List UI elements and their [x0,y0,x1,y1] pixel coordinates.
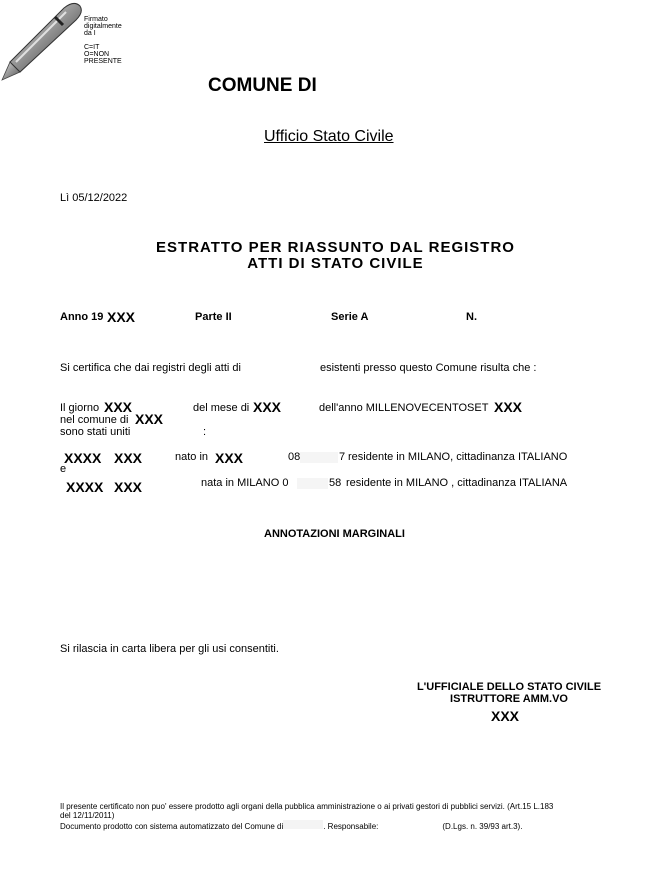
footer-comune-text: Documento prodotto con sistema automatizzato del Comune di [60,822,284,831]
certify-text-start: Si certifica che dai registri degli atti di [60,362,241,374]
redaction-box [378,820,442,829]
anno-label: Anno 19 [60,311,104,323]
document-title-line: ATTI DI STATO CIVILE [247,255,424,272]
spouse1-surname: XXXX [64,450,102,466]
mese-value: XXX [253,399,282,415]
signature-line [84,37,122,44]
redaction-box [297,478,328,489]
spouse1-date-start: 08 [288,451,301,463]
spouse2-nata-label: nata in MILANO 0 [201,477,289,489]
spouse2-residence-text: residente in MILANO , cittadinanza ITALIANA [346,477,568,489]
comune-label: nel comune di [60,414,129,426]
numero-label: N. [466,311,477,323]
anno-nozze-value: XXX [494,399,523,415]
redaction-box [283,820,323,829]
spouse1-name: XXX [114,450,143,466]
anno-nozze-label [319,402,488,414]
signature-line: PRESENTE [84,58,122,65]
giorno-value: XXX [104,399,133,415]
footer-law-text: (D.Lgs. n. 39/93 art.3). [442,822,523,831]
conjunction: e [60,463,67,475]
official-title: L'UFFICIALE DELLO STATO CIVILE [416,681,602,693]
spouse2-name: XXX [114,479,143,495]
pen-icon [0,0,84,84]
mese-label: del mese di [193,402,250,414]
signature-line: Firmato [84,16,108,23]
annotazioni-heading: ANNOTAZIONI MARGINALI [264,528,405,540]
uniti-colon: : [203,426,207,438]
spouse1-nato-label: nato in [175,451,209,463]
anno-value: XXX [107,309,136,325]
ufficio-title: Ufficio Stato Civile [264,128,394,145]
spouse2-surname: XXXX [66,479,104,495]
spouse2-date-end: 58 [329,477,342,489]
signature-line: da I [84,30,96,37]
official-name: XXX [491,708,520,724]
document-title-line: ESTRATTO PER RIASSUNTO DAL REGISTRO [156,239,515,256]
footer-responsabile-text: . Responsabile: [323,822,379,831]
comune-value: XXX [135,411,164,427]
spouse1-residence-text: residente in MILANO, cittadinanza ITALIANO [348,451,568,463]
signature-line: C=IT [84,44,100,51]
uniti-label: sono stati uniti [60,426,131,438]
spouse1-residence [348,451,567,463]
document-title [0,240,661,272]
footer-line [60,820,553,831]
giorno-label: Il giorno [60,402,100,414]
redaction-box [300,452,338,463]
footer-notice [60,802,553,831]
place-date: Lì 05/12/2022 [60,192,128,204]
official-block [409,681,609,705]
serie-label: Serie A [331,311,369,323]
footer-line: del 12/11/2011) [60,811,115,820]
signature-line: O=NON [84,51,110,58]
spouse2-residence [346,477,567,489]
parte-label: Parte II [195,311,232,323]
footer-line: Il presente certificato non puo' essere prodotto agli organi della pubblica amministrazione o ai privati gestori di pubblici servizi. (Art.15 L.183 [60,802,554,811]
certify-text-end: esistenti presso questo Comune risulta che : [320,362,537,374]
spouse1-date-end: 7 [339,451,346,463]
official-role: ISTRUTTORE AMM.VO [450,693,568,705]
comune-title: COMUNE DI [208,75,317,96]
rilascio-text: Si rilascia in carta libera per gli usi consentiti. [60,643,279,655]
spouse1-nato-value: XXX [215,450,244,466]
signature-line: digitalmente [84,23,122,30]
anno-nozze-text: dell'anno MILLENOVECENTOSET [319,402,489,414]
